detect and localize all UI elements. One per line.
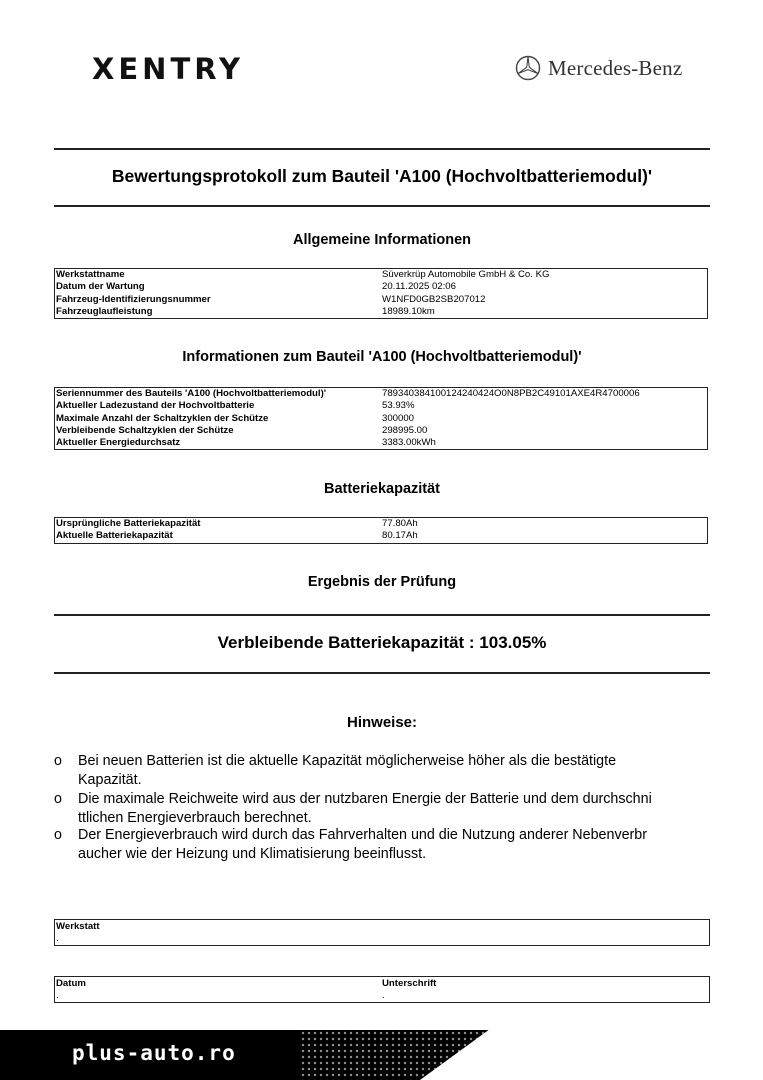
general-row — [55, 306, 707, 318]
component-row — [55, 425, 707, 437]
row-value: 18989.10km — [382, 305, 435, 317]
capacity-table — [54, 517, 708, 544]
result-rule-bottom — [54, 672, 710, 674]
title-rule-bottom — [54, 205, 710, 207]
workshop-label: Werkstatt — [56, 921, 100, 932]
row-label: Fahrzeug-Identifizierungsnummer — [56, 293, 211, 305]
general-info-table — [54, 268, 708, 319]
capacity-row — [55, 530, 707, 542]
general-row — [55, 294, 707, 306]
row-value: 300000 — [382, 412, 415, 424]
capacity-heading: Batteriekapazität — [323, 481, 441, 497]
signature-value: . — [382, 990, 385, 1001]
row-label: Seriennummer des Bauteils 'A100 (Hochvoltbatteriemodul)' — [56, 388, 327, 399]
row-value: 53.93% — [382, 400, 415, 412]
row-label: Datum der Wartung — [56, 281, 145, 293]
component-row — [55, 413, 707, 425]
row-label: Fahrzeuglaufleistung — [56, 305, 153, 317]
component-row — [55, 437, 707, 449]
row-value: 789340384100124240424O0N8PB2C49101AXE4R4700006 — [382, 388, 640, 399]
row-label: Werkstattname — [56, 269, 125, 280]
note-item — [54, 790, 714, 827]
date-signature-box — [54, 976, 710, 1003]
workshop-value: . — [56, 933, 59, 944]
xentry-logo: XENTRY — [92, 52, 244, 86]
date-value: . — [56, 990, 59, 1001]
note-item — [54, 752, 714, 789]
workshop-box — [54, 919, 710, 946]
footer-watermark-band — [0, 1030, 763, 1080]
capacity-row — [55, 518, 707, 530]
row-value: W1NFD0GB2SB207012 — [382, 293, 486, 305]
result-rule-top — [54, 614, 710, 616]
row-label: Aktueller Energiedurchsatz — [56, 437, 181, 449]
note-line: Kapazität. — [78, 771, 142, 788]
general-heading: Allgemeine Informationen — [292, 232, 472, 248]
brand-name: Mercedes-Benz — [548, 55, 683, 80]
general-row — [55, 281, 707, 293]
note-line: ttlichen Energieverbrauch berechnet. — [78, 809, 312, 826]
mercedes-star-icon — [515, 55, 541, 81]
row-label: Maximale Anzahl der Schaltzyklen der Schütze — [56, 412, 269, 424]
row-label: Aktuelle Batteriekapazität — [56, 530, 173, 542]
row-value: Süverkrüp Automobile GmbH & Co. KG — [382, 269, 550, 280]
watermark-text: plus-auto.ro — [72, 1041, 236, 1065]
general-row — [55, 269, 707, 281]
row-value: 80.17Ah — [382, 530, 418, 542]
row-value: 77.80Ah — [382, 518, 418, 529]
note-bullet: o — [54, 791, 62, 807]
row-label: Verbleibende Schaltzyklen der Schütze — [56, 424, 234, 436]
note-line: Bei neuen Batterien ist die aktuelle Kapazität möglicherweise höher als die bestätigte — [78, 753, 617, 769]
remaining-capacity-result: Verbleibende Batteriekapazität : 103.05% — [217, 633, 547, 652]
note-bullet: o — [54, 827, 62, 843]
note-line: Die maximale Reichweite wird aus der nutzbaren Energie der Batterie und dem durchschni — [78, 791, 652, 807]
row-label: Ursprüngliche Batteriekapazität — [56, 518, 201, 529]
result-heading: Ergebnis der Prüfung — [307, 574, 457, 590]
title-rule-top — [54, 148, 710, 150]
row-value: 298995.00 — [382, 424, 428, 436]
note-line: aucher wie der Heizung und Klimatisierung beeinflusst. — [78, 845, 427, 862]
component-heading: Informationen zum Bauteil 'A100 (Hochvoltbatteriemodul)' — [182, 349, 582, 365]
component-row — [55, 388, 707, 400]
row-value: 3383.00kWh — [382, 437, 436, 449]
row-value: 20.11.2025 02:06 — [382, 281, 456, 293]
date-label: Datum — [56, 978, 86, 989]
notes-heading: Hinweise: — [346, 714, 418, 731]
mercedes-benz-logo — [515, 55, 682, 81]
page-title: Bewertungsprotokoll zum Bauteil 'A100 (Hochvoltbatteriemodul)' — [111, 166, 653, 186]
signature-label: Unterschrift — [382, 978, 437, 989]
note-line: Der Energieverbrauch wird durch das Fahrverhalten und die Nutzung anderer Nebenverbr — [78, 827, 648, 843]
row-label: Aktueller Ladezustand der Hochvoltbatterie — [56, 400, 255, 412]
note-bullet: o — [54, 753, 62, 769]
note-item — [54, 826, 714, 863]
component-info-table — [54, 387, 708, 450]
component-row — [55, 400, 707, 412]
